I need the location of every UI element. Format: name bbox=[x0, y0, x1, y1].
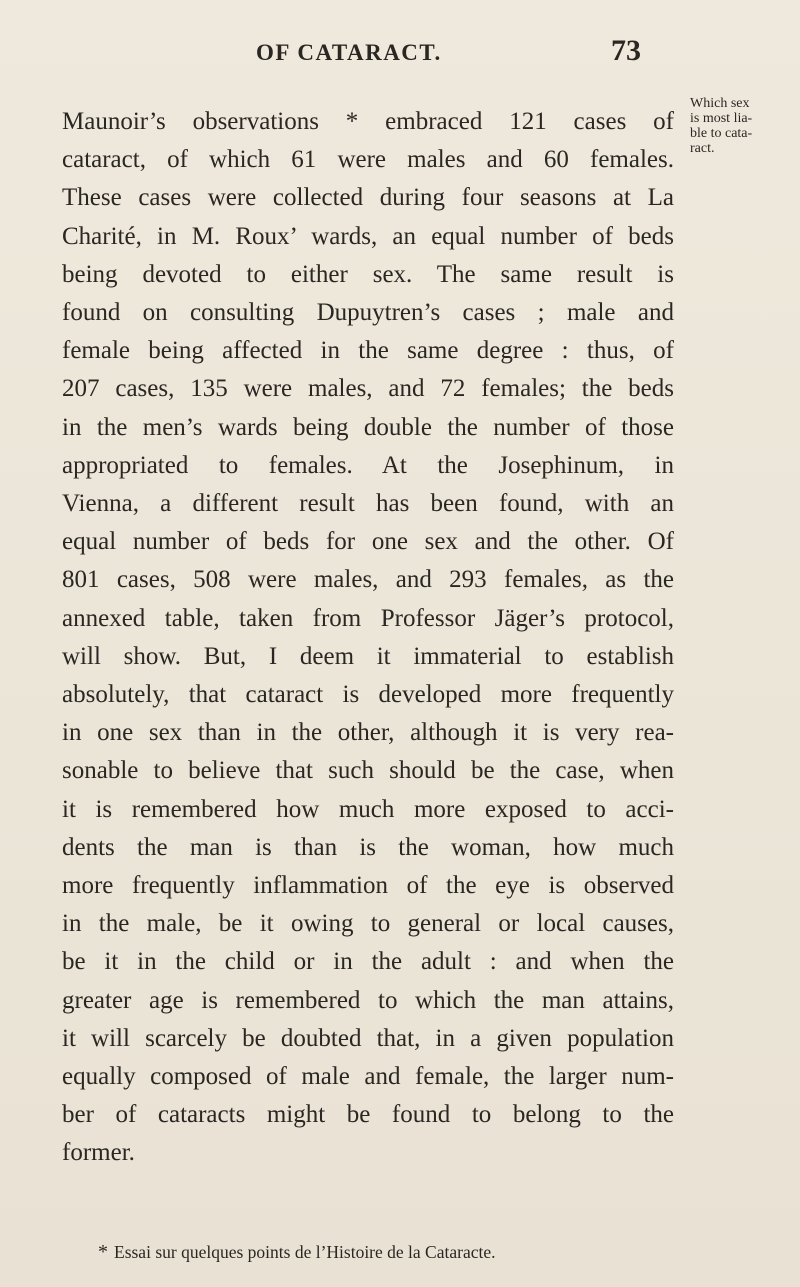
text-line: 207 cases, 135 were males, and 72 females; the beds bbox=[62, 375, 674, 403]
footnote bbox=[98, 1241, 496, 1264]
text-line: being devoted to either sex. The same result is bbox=[62, 260, 674, 288]
footnote-text: Essai sur quelques points de l’Histoire de la Cataracte. bbox=[114, 1242, 496, 1262]
text-line: greater age is remembered to which the man attains, bbox=[62, 986, 674, 1014]
text-line: dents the man is than is the woman, how much bbox=[62, 833, 674, 861]
footnote-mark: * bbox=[98, 1241, 108, 1263]
text-line: found on consulting Dupuytren’s cases ; male and bbox=[62, 299, 674, 327]
text-line: cataract, of which 61 were males and 60 females. bbox=[62, 146, 674, 174]
page-number: 73 bbox=[611, 34, 641, 67]
running-head: OF CATARACT. bbox=[256, 40, 442, 65]
margin-note-line: is most lia- bbox=[690, 111, 753, 126]
text-line: 801 cases, 508 were males, and 293 females, as the bbox=[62, 566, 674, 594]
text-line: annexed table, taken from Professor Jäger’s protocol, bbox=[62, 604, 674, 632]
text-line: in one sex than in the other, although it is very rea- bbox=[62, 719, 674, 747]
text-line: equally composed of male and female, the larger num- bbox=[62, 1063, 674, 1091]
text-line: sonable to believe that such should be the case, when bbox=[62, 757, 674, 785]
text-line: ber of cataracts might be found to belong to the bbox=[62, 1101, 674, 1129]
margin-note-line: ract. bbox=[690, 141, 715, 156]
text-line: in the men’s wards being double the number of those bbox=[62, 413, 674, 441]
text-line: These cases were collected during four seasons at La bbox=[62, 184, 674, 212]
text-line: in the male, be it owing to general or local causes, bbox=[62, 910, 674, 938]
text-line: absolutely, that cataract is developed more frequently bbox=[62, 681, 674, 709]
text-line: be it in the child or in the adult : and when the bbox=[62, 948, 674, 976]
text-line: will show. But, I deem it immaterial to establish bbox=[62, 642, 674, 670]
text-line: Maunoir’s observations * embraced 121 cases of bbox=[62, 108, 674, 135]
body-paragraph bbox=[62, 103, 674, 1173]
text-line: Charité, in M. Roux’ wards, an equal number of beds bbox=[62, 222, 674, 250]
margin-note-line: ble to cata- bbox=[690, 126, 753, 141]
margin-note-line: Which sex bbox=[690, 96, 750, 111]
text-line: it will scarcely be doubted that, in a given population bbox=[62, 1024, 674, 1052]
text-line: equal number of beds for one sex and the other. Of bbox=[62, 528, 674, 556]
text-line: appropriated to females. At the Josephinum, in bbox=[62, 451, 674, 479]
text-line-last: former. bbox=[62, 1139, 135, 1167]
text-line: more frequently inflammation of the eye is observed bbox=[62, 872, 674, 900]
margin-note bbox=[690, 96, 798, 156]
text-line: female being affected in the same degree : thus, of bbox=[62, 337, 674, 365]
text-line: it is remembered how much more exposed to acci- bbox=[62, 795, 674, 823]
text-line: Vienna, a different result has been found, with an bbox=[62, 490, 674, 518]
